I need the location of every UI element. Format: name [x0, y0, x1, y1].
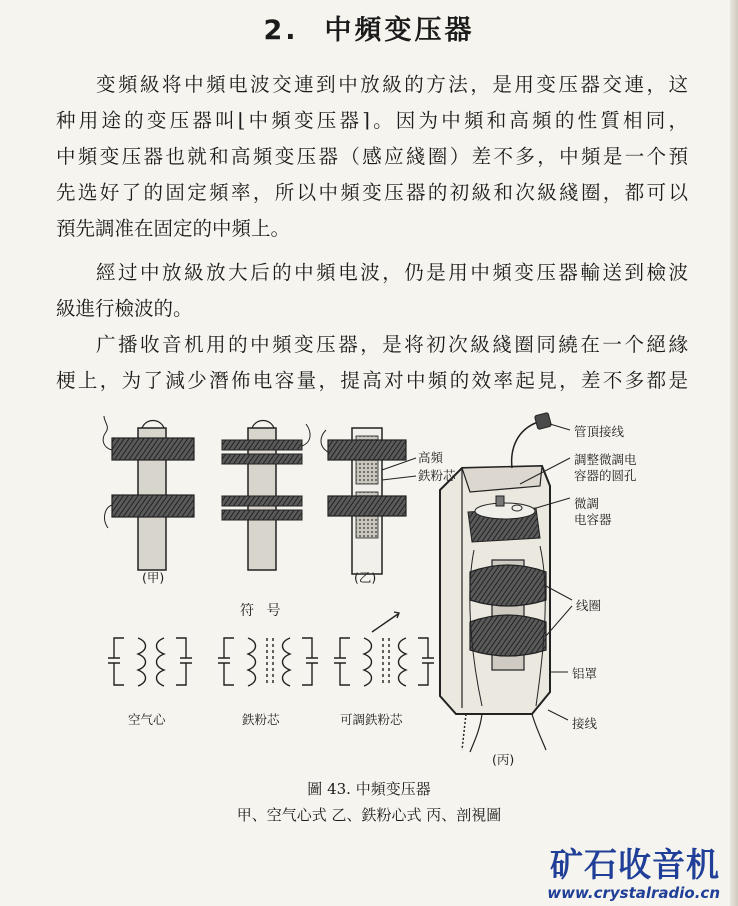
text-line: 先选好了的固定頻率，所以中頻变压器的初級和次級綫圈，都可以	[56, 181, 688, 204]
page-edge	[730, 0, 738, 906]
iron-core-drawing	[321, 428, 416, 574]
text-line: 中頻变压器也就和高頻变压器（感应綫圈）差不多，中頻是一个預	[56, 145, 688, 168]
symbol-label-air: 空气心	[128, 712, 166, 727]
symbol-adjustable-core	[334, 612, 434, 686]
cutaway-drawing	[440, 412, 572, 752]
paragraph-3	[56, 327, 688, 399]
label-core-line2: 鉄粉芯	[418, 468, 456, 483]
text-line: 梗上，为了減少潛佈电容量，提高对中頻的效率起見，差不多都是	[56, 369, 688, 392]
symbol-iron-core	[218, 638, 318, 686]
symbol-label-adjustable: 可調鉄粉芯	[340, 712, 403, 727]
label-lead: 接线	[572, 716, 598, 731]
label-core-line1: 高頻	[418, 450, 444, 465]
watermark-url: www.crystalradio.cn	[547, 884, 720, 902]
label-bing: (丙)	[492, 752, 515, 767]
site-watermark	[547, 846, 720, 902]
label-trimmer-line1: 微調	[574, 496, 600, 511]
figure-43	[90, 410, 700, 770]
label-jia: (甲)	[142, 570, 165, 585]
label-coil: 线圈	[576, 598, 602, 613]
figure-caption: 圖 43. 中頻变压器	[307, 780, 431, 798]
label-hole-line1: 調整微調电	[574, 452, 637, 467]
text-line: 級進行檢波的。	[56, 297, 193, 320]
label-trimmer-line2: 电容器	[574, 512, 612, 527]
symbol-label-iron: 鉄粉芯	[242, 712, 280, 727]
text-line: 預先調准在固定的中頻上。	[56, 217, 291, 240]
text-line: 变頻級将中頻电波交連到中放級的方法，是用变压器交連，这	[96, 73, 688, 96]
section-heading	[0, 8, 738, 47]
label-top-lead: 管頂接线	[574, 424, 625, 439]
paragraph-1	[56, 67, 688, 247]
label-hole-line2: 容器的圆孔	[574, 468, 637, 483]
symbol-air-core	[108, 638, 192, 686]
paragraph-2	[56, 255, 688, 327]
text-line: 广播收音机用的中頻变压器，是将初次級綫圈同繞在一个絕緣	[96, 333, 688, 356]
text-line: 經过中放級放大后的中頻电波，仍是用中頻变压器輸送到檢波	[96, 261, 688, 284]
label-shield: 铝罩	[572, 666, 598, 681]
figure-subcaption: 甲、空气心式 乙、鉄粉心式 丙、剖視圖	[236, 806, 502, 824]
section-title: 中頻变压器	[324, 15, 475, 46]
label-yi: (乙)	[354, 570, 377, 585]
air-core-drawing	[103, 416, 194, 570]
text-line: 种用途的变压器叫⌊中頻变压器⌉。因为中頻和高頻的性質相同，	[56, 109, 688, 132]
section-number: 2.	[263, 15, 299, 46]
split-coil-drawing	[222, 421, 310, 571]
watermark-title: 矿石收音机	[550, 845, 720, 884]
symbol-title: 符 号	[240, 603, 285, 619]
